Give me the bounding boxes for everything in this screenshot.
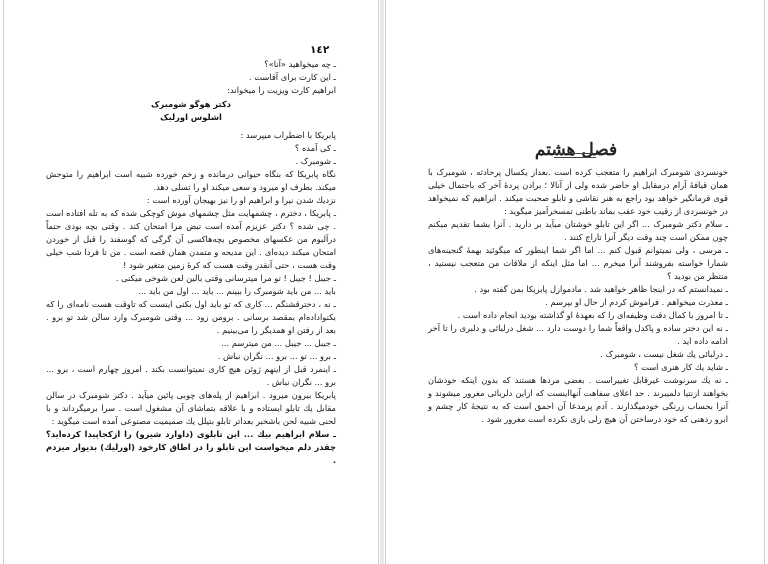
paragraph: ـ نه یك سرنوشت غیرقابل تغییراست . بعضی مردها هستند که بدون اینکه خودشان بخواهند ازنتیا دلمیبرند . حد اعلای سفاهت آنهااینست که ازاین دلربائی مغرور میشوند و آنرا بحساب زرنگی خودمیگذارند . آدم پرمدعا آن احمق است که به نتیجهٔ کار چشم و ابرو ردهنی که خود درساختن آن هیچ رلی بازی نکرده است مغرور شود . [428,375,728,424]
paragraph: پابریکا بیرون میرود . ابراهیم از پله‌های چوبی پائین میآید . دکتر شومبرک در سالن مقابل یك تابلو ایستاده و با علاقه بتماشای آن مشغول است . سرا برمیگرداند و با لحنی شبیه لحن باشخبر بعداتر تابلو بتیلل یك صمیمیت مصنوعی آمده است میگوید : [46,390,336,426]
text-line: پابریکا با اضطراب میپرسد : [240,130,336,140]
right-body-text [428,166,728,426]
left-opening-dialogue [46,58,336,97]
paragraph: ـ تا امروز با کمال دقت وظیفه‌ای را که بعهدهٔ او گذاشته بودید انجام داده است . [457,310,728,320]
paragraph: ـ مرسی ، ولی نمیتوانم قبول کنم ... اما اگر شما اینطور که میگوئید بهمهٔ گنجینه‌های شمارا خواسته بفروشند آنرا میخرم ... اما مثل اینکه از ملاقات من متعجب نیستید ، منتظر من بودید ؟ [428,245,728,281]
paragraph: ـ سلام ابراهیم بیك ... این تابلوی (داوارد شیرو) را ازکجاپیدا کرده‌اید؟ چقدر دلم میخواست این تابلو را در اطاق کارخود (اورلیك) بدیوار میزدم . [46,429,336,465]
paragraph: نگاه پابریکا که بنگاه حیوانی درمانده و زخم خورده شبیه است ابراهیم را متوحش میکند. بطرف او میرود و سعی میکند او را تسلی دهد. [46,169,336,192]
title-ornament [554,153,596,158]
text-line: ـ این کارت برای آقاست . [248,72,336,82]
left-page [3,0,379,564]
card-place: اشلوس اورلیک [160,112,222,122]
paragraph: ـ جیبل ... جیبل ... من میترسم ... [221,338,336,348]
paragraph: ـ جیبل ! جیبل ! تو مرا میترسانی وقتی بالین لعن شوخی میکنی . [115,273,336,283]
text-line: ـ کی آمده ؟ [294,143,336,153]
paragraph: باید ... من باید شومبرک را ببینم ... باید ... اول من باید ... [138,286,336,296]
paragraph: ـ معذرت میخواهم . فراموش کردم از حال او بپرسم . [545,297,728,307]
paragraph: ـ برو ... تو ... برو ... نگران نباش . [217,351,336,361]
paragraph: ـ سلام دکتر شومبرک ... اگر این تابلو خوشتان میآید بر دارید . آنرا بشما تقدیم میکنم چون ممکن است چند وقت دیگر آنرا تاراج کنند . [428,219,728,242]
right-page [385,0,765,564]
text-line: ـ چه میخواهید «آنا»؟ [264,59,336,69]
paragraph: خونسردی شومبرک ابراهیم را متعجب کرده است .بعداز یکسال پرحادثه ، شومبرک با همان قیافهٔ آرام درمقابل او حاضر شده ولی از آنالا ؛ برادن پردهٔ آخر که باحتمال خیلی قوی فرمانگیر خواهد بود راجع به هنر نقاشی و تابلو صحبت میکند . ابراهیم که نمیخواهد در خونسردی از رقیب خود عقب بماند باطنی تمسخرآمیز میگوید : [428,167,728,216]
paragraph: ـ درلبائی یك شغل نیست ، شومبرک . [600,349,728,359]
paragraph: ـ پابریکا ، دخترم ، چشمهایت مثل چشمهای موش کوچکی شده که به تله افتاده است . چی شده ؟ دکتر عزیزم آمده است تبض مرا امتحان کند . وقتی بچه بودی حتماً درآلبوم من عکسهای مخصوص بچه‌هاکسی آن گرگی که گوسفند را قبل از خوردن امتحان میکند دیده‌ای . این مدیحه و متمدن همان قصه است . من تا فردا شب خیلی وقت هست ، حتی آنقدر وقت هست که کرهٔ زمین متغیر شود ! [46,208,336,270]
business-card [46,98,336,124]
paragraph: ـ شاید یك کار هنری است ؟ [634,362,728,372]
text-line: ـ شومبرک . [295,156,336,166]
left-body-text [46,129,336,467]
paragraph: ـ نه ، دخترقشنگم ... کاری که تو باید اول بکنی اینست که تاوقت هست نامه‌ای را که بکنواداده‌ام بمقصد برسانی . برومن زود ... وقتی شومبرک وارد سالن شد تو برو . بعد از رفتن او همدیگر را می‌بینیم . [46,299,336,335]
chapter-title: فصل هشتم [534,140,618,160]
paragraph: ـ نمیدانستم که در اینجا ظاهر خواهید شد . مادموازل پابریکا بمن گفته بود . [474,284,728,294]
paragraph: نزدیك شدن نیرا و ابراهیم او را نیز بهیجان آورده است : [146,195,336,205]
paragraph: ـ نه این دختر ساده و پاکدل واقعاً شما را دوست دارد ... شغل درلبائی و دلبری را تا آخر ادامه داده اید . [428,323,728,346]
paragraph: ـ اینمرد قبل از اینهم ژوئن هیچ کاری نمیتوانست بکند . امروز چهارم است ، برو ... برو ... نگران نباش . [46,364,336,387]
text-line: ابراهیم کارت ویزیت را میخواند: [227,85,336,95]
book-gutter [380,0,384,564]
card-name: دکتر هوگو شومبرک [151,99,231,109]
page-number: ١٤٢ [310,44,330,56]
